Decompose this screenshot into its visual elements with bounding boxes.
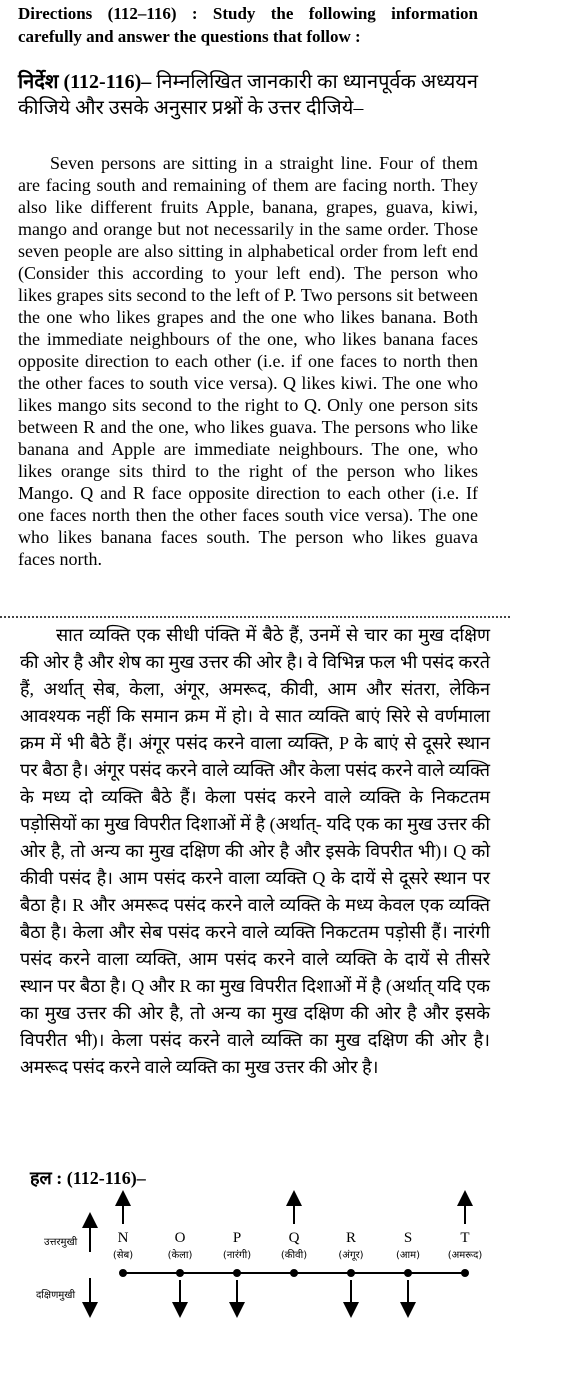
puzzle-paragraph-hindi: सात व्यक्ति एक सीधी पंक्ति में बैठे हैं, उनमें से चार का मुख दक्षिण की ओर है और शेष का मुख उत्तर की ओर है। वे विभिन्न फल भी पसंद करते हैं, अर्थात् सेब, केला, अंगूर, अमरूद, कीवी, आम और संतरा, लेकिन आवश्यक नहीं कि समान क्रम में हो। वे सात व्यक्ति बाएं सिरे से वर्णमाला क्रम में भी बैठे हैं। अंगूर पसंद करने वाला व्यक्ति, P के बाएं से दूसरे स्थान पर बैठा है। अंगूर पसंद करने वाले व्यक्ति और केला पसंद करने वाले व्यक्ति के मध्य दो व्यक्ति बैठे हैं। केला पसंद करने वाले व्यक्ति के निकटतम पड़ोसियों का मुख विपरीत दिशाओं में है (अर्थात्- यदि एक का मुख उत्तर की ओर है, तो अन्य का मुख दक्षिण की ओर है और इसके विपरीत भी)। Q को कीवी पसंद है। आम पसंद करने वाला व्यक्ति Q के दायें से दूसरे स्थान पर बैठा है। R और अमरूद पसंद करने वाले व्यक्ति के मध्य केवल एक व्यक्ति बैठा है। केला और सेब पसंद करने वाले व्यक्ति निकटतम पड़ोसी हैं। नारंगी पसंद करने वाला व्यक्ति, आम पसंद करने वाले व्यक्ति के दायें से तीसरे स्थान पर बैठा है। Q और R का मुख विपरीत दिशाओं में है (अर्थात् यदि एक का मुख उत्तर की ओर है, तो अन्य का मुख दक्षिण की ओर है और इसके विपरीत भी)। केला पसंद करने वाले व्यक्ति का मुख दक्षिण की ओर है। अमरूद पसंद करने वाले व्यक्ति का मुख उत्तर की ओर है। xyxy=(20,625,490,1077)
solution-label: हल : (112-116)– xyxy=(30,1168,146,1188)
person-label-t: T xyxy=(460,1230,470,1246)
fruit-label-s: (आम) xyxy=(395,1250,421,1261)
person-label-o: O xyxy=(174,1230,186,1246)
fruit-label-r: (अंगूर) xyxy=(338,1250,364,1261)
person-label-s: S xyxy=(403,1230,413,1246)
fruit-label-q: (कीवी) xyxy=(280,1250,308,1261)
seat-dot-n xyxy=(119,1269,127,1277)
seat-dot-p xyxy=(233,1269,241,1277)
seating-diagram xyxy=(0,1190,581,1330)
fruit-label-o: (केला) xyxy=(167,1250,193,1261)
section-divider xyxy=(0,616,510,618)
puzzle-paragraph-english: Seven persons are sitting in a straight line. Four of them are facing south and remaining of them are facing north. They also like different fruits Apple, banana, grapes, guava, kiwi, mango and orange but not necessarily in the same order. Those seven people are also sitting in alphabetical order from left end (Consider this according to your left end). The person who likes grapes sits second to the left of P. Two persons sit between the one who likes grapes and the one who likes banana. Both the immediate neighbours of the one, who likes banana faces opposite direction to each other (i.e. if one faces to north then the other faces to south vice versa). Q likes kiwi. The one who likes mango sits second to the right to Q. Only one person sits between R and the one, who likes guava. The persons who like banana and Apple are immediate neighbours. The one, who likes orange sits third to the right of the person who likes Mango. Q and R face opposite direction to each other (i.e. If one faces north then the other faces south vice versa). The one who likes banana faces south. The person who likes guava faces north. xyxy=(18,153,478,569)
south-facing-legend: दक्षिणमुखी xyxy=(36,1290,76,1301)
seat-dot-o xyxy=(176,1269,184,1277)
person-label-n: N xyxy=(117,1230,129,1246)
north-facing-legend: उत्तरमुखी xyxy=(44,1237,78,1248)
seat-dot-r xyxy=(347,1269,355,1277)
fruit-label-n: (सेब) xyxy=(112,1250,134,1261)
person-label-q: Q xyxy=(288,1230,300,1246)
directions-heading-hindi xyxy=(18,69,478,121)
directions-label-hindi: निर्देश (112-116)– xyxy=(18,71,152,93)
fruit-label-p: (नारंगी) xyxy=(222,1250,252,1261)
fruit-label-t: (अमरूद) xyxy=(447,1250,483,1261)
person-label-r: R xyxy=(345,1230,357,1246)
person-label-p: P xyxy=(232,1230,242,1246)
directions-text-hindi: निम्नलिखित जानकारी का ध्यानपूर्वक अध्ययन कीजिये और उसके अनुसार प्रश्नों के उत्तर दीजिये– xyxy=(18,71,479,119)
seat-dot-q xyxy=(290,1269,298,1277)
directions-heading-english: Directions (112–116) : Study the following information carefully and answer the questions that follow : xyxy=(18,4,478,46)
seat-dot-t xyxy=(461,1269,469,1277)
seat-dot-s xyxy=(404,1269,412,1277)
